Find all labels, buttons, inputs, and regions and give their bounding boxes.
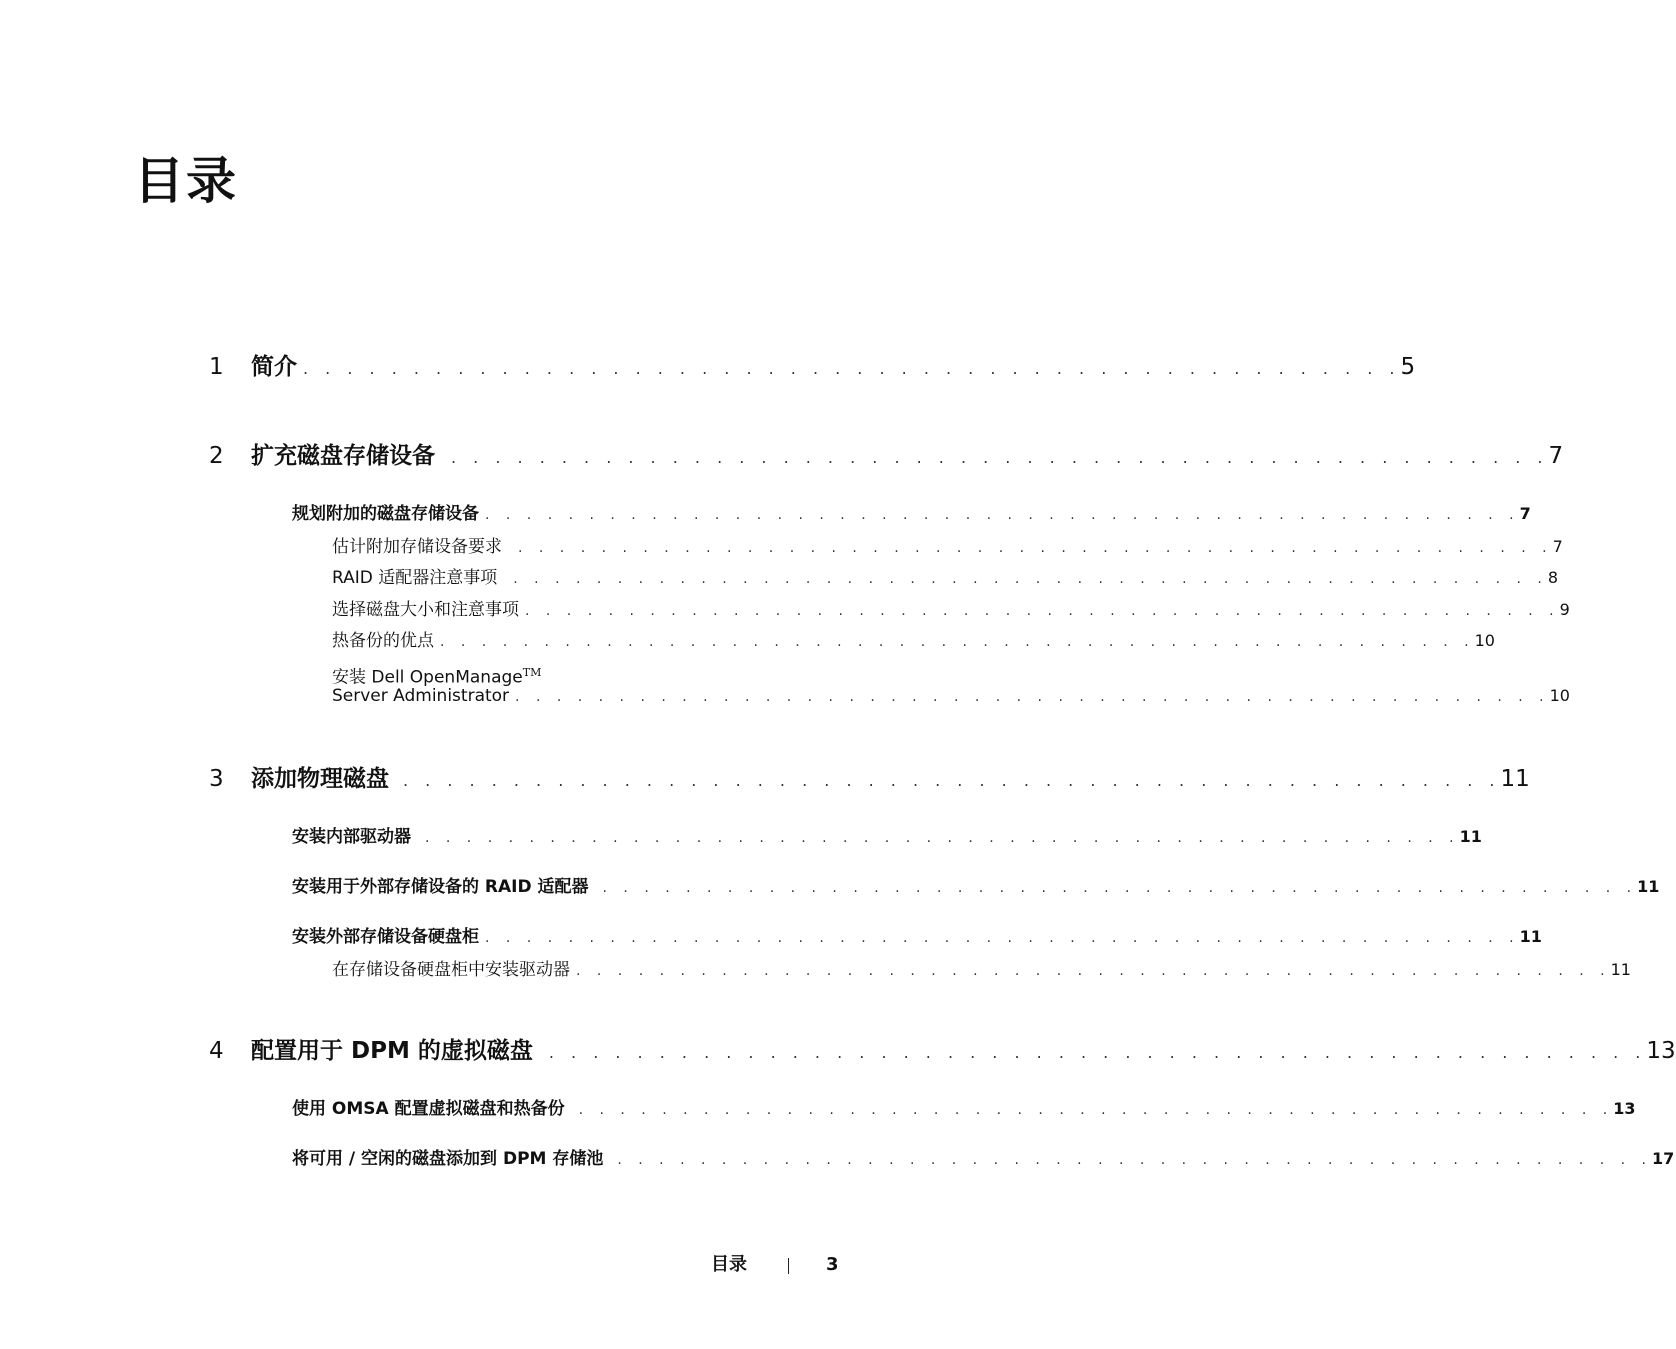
leader-dots: . . . . . . . . . . . . . . . . . . . . . . . . . . . . . . . . . . . . . . . . . . . . . . . . . . <box>576 963 1611 979</box>
toc-section-title: 安装外部存储设备硬盘柜 <box>292 927 479 947</box>
toc-page-number: 11 <box>1519 927 1542 946</box>
toc-chapter-3[interactable] <box>251 764 1530 796</box>
chapter-number: 4 <box>209 1038 224 1064</box>
toc-chapter-1[interactable] <box>251 352 1416 384</box>
leader-dots: . . . . . . . . . . . . . . . . . . . . . . . . . . . . . . . . . . . . . . . . . . . . . . . . . . <box>602 880 1638 896</box>
toc-section-title: 安装内部驱动器 <box>292 827 411 847</box>
toc-chapter-title: 简介 <box>251 354 297 380</box>
toc-chapter-4[interactable] <box>251 1036 1676 1068</box>
toc-section-title: 将可用 / 空闲的磁盘添加到 DPM 存储池 <box>292 1149 604 1169</box>
toc-subsection-title: 估计附加存储设备要求 <box>332 537 502 557</box>
toc-subsection-title: 安装 Dell OpenManage <box>332 667 523 688</box>
toc-chapter-2[interactable] <box>251 441 1564 473</box>
toc-chapter-title: 添加物理磁盘 <box>251 766 389 792</box>
leader-dots: . . . . . . . . . . . . . . . . . . . . . . . . . . . . . . . . . . . . . . . . . . . . . . . . . . <box>403 771 1501 790</box>
leader-dots: . . . . . . . . . . . . . . . . . . . . . . . . . . . . . . . . . . . . . . . . . . . . . . . . . . <box>515 689 1550 705</box>
toc-section[interactable] <box>292 875 1660 900</box>
toc-page-number: 13 <box>1646 1038 1676 1064</box>
toc-page-number: 7 <box>1548 443 1564 469</box>
toc-subsection-title: 在存储设备硬盘柜中安装驱动器 <box>332 960 570 980</box>
toc-chapter-title: 配置用于 DPM 的虚拟磁盘 <box>251 1038 533 1064</box>
footer-page-number: 3 <box>826 1254 839 1275</box>
trademark-symbol: TM <box>522 666 542 679</box>
leader-dots: . . . . . . . . . . . . . . . . . . . . . . . . . . . . . . . . . . . . . . . . . . . . . . . . . . <box>485 930 1520 946</box>
toc-subsection[interactable] <box>332 629 1495 654</box>
toc-section[interactable] <box>292 502 1531 527</box>
footer-section-label: 目录 <box>711 1254 747 1275</box>
toc-page-number: 11 <box>1459 827 1482 846</box>
toc-section[interactable] <box>292 925 1542 950</box>
toc-page-number: 8 <box>1547 568 1559 587</box>
toc-subsection[interactable] <box>332 535 1563 560</box>
leader-dots: . . . . . . . . . . . . . . . . . . . . . . . . . . . . . . . . . . . . . . . . . . . . . . . . . . <box>617 1152 1652 1168</box>
toc-section-title: 使用 OMSA 配置虚拟磁盘和热备份 <box>292 1099 565 1119</box>
toc-subsection[interactable] <box>332 566 1559 591</box>
leader-dots: . . . . . . . . . . . . . . . . . . . . . . . . . . . . . . . . . . . . . . . . . . . . . . . . . . <box>578 1102 1614 1118</box>
toc-page-number: 7 <box>1519 504 1531 523</box>
footer-divider <box>788 1258 789 1274</box>
leader-dots: . . . . . . . . . . . . . . . . . . . . . . . . . . . . . . . . . . . . . . . . . . . . . . . . . . <box>518 540 1553 556</box>
leader-dots: . . . . . . . . . . . . . . . . . . . . . . . . . . . . . . . . . . . . . . . . . . . . . . . . . . <box>548 1043 1647 1062</box>
chapter-number: 1 <box>209 354 224 380</box>
toc-page-number: 11 <box>1500 766 1530 792</box>
toc-section-title: 安装用于外部存储设备的 RAID 适配器 <box>292 877 589 897</box>
leader-dots: . . . . . . . . . . . . . . . . . . . . . . . . . . . . . . . . . . . . . . . . . . . . . . . . . . <box>303 359 1401 378</box>
leader-dots: . . . . . . . . . . . . . . . . . . . . . . . . . . . . . . . . . . . . . . . . . . . . . . . . . . <box>451 448 1549 467</box>
toc-section[interactable] <box>292 1147 1675 1172</box>
toc-page-number: 5 <box>1400 354 1416 380</box>
toc-subsection[interactable] <box>332 958 1631 983</box>
toc-chapter-title: 扩充磁盘存储设备 <box>251 443 435 469</box>
page-title: 目录 <box>134 152 238 210</box>
leader-dots: . . . . . . . . . . . . . . . . . . . . . . . . . . . . . . . . . . . . . . . . . . . . . . . . . . <box>425 830 1460 846</box>
toc-section[interactable] <box>292 825 1482 850</box>
leader-dots: . . . . . . . . . . . . . . . . . . . . . . . . . . . . . . . . . . . . . . . . . . . . . . . . . . <box>525 603 1560 619</box>
leader-dots: . . . . . . . . . . . . . . . . . . . . . . . . . . . . . . . . . . . . . . . . . . . . . . . . . . <box>440 634 1475 650</box>
toc-subsection-title: RAID 适配器注意事项 <box>332 568 498 588</box>
toc-subsection-title-line2: Server Administrator <box>332 686 510 706</box>
toc-page-number: 9 <box>1559 600 1570 619</box>
toc-section[interactable] <box>292 1097 1636 1122</box>
toc-page-number: 11 <box>1610 960 1631 979</box>
chapter-number: 3 <box>209 766 224 792</box>
toc-page-number: 11 <box>1637 877 1660 896</box>
toc-page-number: 10 <box>1549 686 1570 705</box>
toc-section-title: 规划附加的磁盘存储设备 <box>292 504 479 524</box>
toc-subsection-title: 选择磁盘大小和注意事项 <box>332 600 519 620</box>
toc-page-number: 13 <box>1613 1099 1636 1118</box>
toc-page-number: 7 <box>1552 537 1563 556</box>
leader-dots: . . . . . . . . . . . . . . . . . . . . . . . . . . . . . . . . . . . . . . . . . . . . . . . . . . <box>513 571 1548 587</box>
toc-page-number: 17 <box>1651 1149 1675 1168</box>
toc-subsection[interactable] <box>332 684 1570 709</box>
leader-dots: . . . . . . . . . . . . . . . . . . . . . . . . . . . . . . . . . . . . . . . . . . . . . . . . . . <box>485 507 1520 523</box>
toc-subsection-title: 热备份的优点 <box>332 631 434 651</box>
toc-subsection[interactable] <box>332 598 1570 623</box>
chapter-number: 2 <box>209 443 224 469</box>
toc-page-number: 10 <box>1474 631 1495 650</box>
